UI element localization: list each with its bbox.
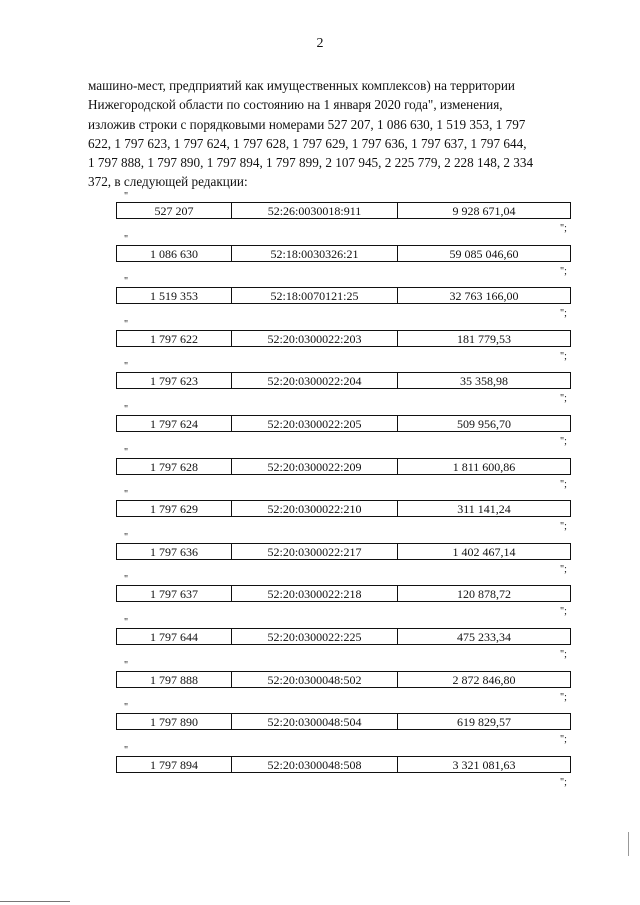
open-quote-mark: " xyxy=(124,489,129,501)
row-number-cell: 1 797 623 xyxy=(117,373,232,388)
row-number-cell: 1 797 622 xyxy=(117,331,232,346)
amendment-entry xyxy=(0,489,640,544)
close-quote-mark: "; xyxy=(560,563,567,575)
intro-line: Нижегородской области по состоянию на 1 января 2020 года", изменения, xyxy=(88,97,503,113)
row-number-cell: 1 797 637 xyxy=(117,586,232,601)
amendment-entry xyxy=(0,702,640,757)
open-quote-mark: " xyxy=(124,574,129,586)
cadastral-number-cell: 52:26:0030018:911 xyxy=(232,203,398,218)
table-row xyxy=(116,756,571,773)
open-quote-mark: " xyxy=(124,702,129,714)
cadastral-value-cell: 3 321 081,63 xyxy=(452,757,516,772)
amendment-entry xyxy=(0,361,640,416)
table-row xyxy=(116,202,571,219)
cadastral-number-cell: 52:20:0300048:502 xyxy=(232,672,398,687)
amendment-entry xyxy=(0,531,640,587)
close-quote-mark: "; xyxy=(560,350,567,362)
close-quote-mark: "; xyxy=(560,436,567,447)
row-number-cell: 1 519 353 xyxy=(117,288,232,303)
cadastral-value-cell: 181 779,53 xyxy=(457,331,511,346)
table-row xyxy=(116,585,571,602)
table-row xyxy=(116,713,571,730)
table-row xyxy=(116,245,571,262)
page-number: 2 xyxy=(316,36,324,51)
cadastral-number-cell: 52:20:0300022:203 xyxy=(232,331,398,346)
amendment-entry xyxy=(0,191,640,246)
cadastral-number-cell: 52:20:0300022:209 xyxy=(232,459,398,474)
intro-line: 622, 1 797 623, 1 797 624, 1 797 628, 1 797 629, 1 797 636, 1 797 637, 1 797 644, xyxy=(88,135,527,151)
close-quote-mark: "; xyxy=(560,265,567,277)
cadastral-number-cell: 52:20:0300048:504 xyxy=(232,714,398,729)
table-row xyxy=(116,415,571,432)
table-row xyxy=(116,458,571,475)
cadastral-number-cell: 52:20:0300022:204 xyxy=(232,373,398,388)
row-number-cell: 1 797 890 xyxy=(117,714,232,729)
table-row xyxy=(116,628,571,645)
amendment-entry xyxy=(0,404,640,459)
table-row xyxy=(116,330,571,347)
row-number-cell: 1 797 624 xyxy=(117,416,232,431)
amendment-entry xyxy=(0,744,640,800)
cadastral-value-cell: 120 878,72 xyxy=(457,587,511,602)
cadastral-value-cell: 475 233,34 xyxy=(457,630,511,644)
amendment-entry xyxy=(0,617,640,672)
open-quote-mark: " xyxy=(124,744,129,756)
cadastral-number-cell: 52:20:0300022:225 xyxy=(232,629,398,644)
cadastral-value-cell: 1 402 467,14 xyxy=(452,544,516,559)
row-number-cell: 1 797 629 xyxy=(117,501,232,516)
close-quote-mark: "; xyxy=(560,521,567,533)
open-quote-mark: " xyxy=(124,318,129,330)
cadastral-value-cell: 619 829,57 xyxy=(457,715,511,730)
cadastral-value-cell: 311 141,24 xyxy=(457,502,511,517)
open-quote-mark: " xyxy=(124,276,129,288)
open-quote-mark: " xyxy=(124,361,129,373)
close-quote-mark: "; xyxy=(560,734,567,746)
cadastral-value-cell: 35 358,98 xyxy=(460,374,508,389)
close-quote-mark: "; xyxy=(560,478,567,490)
row-number-cell: 1 797 894 xyxy=(117,757,232,772)
cadastral-number-cell: 52:20:0300022:218 xyxy=(232,586,398,601)
cadastral-number-cell: 52:20:0300022:210 xyxy=(232,501,398,516)
amendment-entry xyxy=(0,233,640,289)
cadastral-number-cell: 52:20:0300022:217 xyxy=(232,544,398,559)
cadastral-value-cell: 2 872 846,80 xyxy=(452,672,516,687)
table-row xyxy=(116,372,571,389)
row-number-cell: 1 797 636 xyxy=(117,544,232,559)
intro-line: машино-мест, предприятий как имущественных комплексов) на территории xyxy=(88,78,515,93)
cadastral-value-cell: 9 928 671,04 xyxy=(452,204,516,218)
open-quote-mark: " xyxy=(124,404,129,415)
close-quote-mark: "; xyxy=(560,223,567,234)
intro-line: 372, в следующей редакции: xyxy=(88,174,248,190)
amendment-entry xyxy=(0,659,640,715)
cadastral-number-cell: 52:18:0070121:25 xyxy=(232,288,398,303)
row-number-cell: 1 086 630 xyxy=(117,246,232,261)
close-quote-mark: "; xyxy=(560,691,567,703)
table-row xyxy=(116,543,571,560)
intro-line: 1 797 888, 1 797 890, 1 797 894, 1 797 899, 2 107 945, 2 225 779, 2 228 148, 2 334 xyxy=(88,155,534,171)
amendment-entry xyxy=(0,446,640,502)
intro-line: изложив строки с порядковыми номерами 527 207, 1 086 630, 1 519 353, 1 797 xyxy=(88,116,526,132)
intro-paragraph xyxy=(88,76,570,192)
close-quote-mark: "; xyxy=(560,606,567,618)
cadastral-number-cell: 52:20:0300022:205 xyxy=(232,416,398,431)
close-quote-mark: "; xyxy=(560,393,567,405)
amendment-entry xyxy=(0,276,640,331)
amendment-entry xyxy=(0,574,640,629)
cadastral-value-cell: 32 763 166,00 xyxy=(449,289,519,304)
table-row xyxy=(116,671,571,688)
open-quote-mark: " xyxy=(124,659,129,671)
page-edge-line xyxy=(0,901,70,902)
row-number-cell: 1 797 628 xyxy=(117,459,232,474)
close-quote-mark: "; xyxy=(560,649,567,660)
amendment-entry xyxy=(0,318,640,374)
open-quote-mark: " xyxy=(124,446,129,458)
cadastral-value-cell: 1 811 600,86 xyxy=(452,459,516,474)
open-quote-mark: " xyxy=(124,531,129,543)
table-row xyxy=(116,500,571,517)
open-quote-mark: " xyxy=(124,617,129,628)
cadastral-number-cell: 52:18:0030326:21 xyxy=(232,246,398,261)
table-row xyxy=(116,287,571,304)
open-quote-mark: " xyxy=(124,191,129,202)
row-number-cell: 527 207 xyxy=(117,203,232,218)
row-number-cell: 1 797 888 xyxy=(117,672,232,687)
margin-mark xyxy=(628,840,629,856)
cadastral-number-cell: 52:20:0300048:508 xyxy=(232,757,398,772)
cadastral-value-cell: 59 085 046,60 xyxy=(449,246,519,261)
cadastral-value-cell: 509 956,70 xyxy=(457,417,511,431)
close-quote-mark: "; xyxy=(560,776,567,788)
open-quote-mark: " xyxy=(124,233,129,245)
close-quote-mark: "; xyxy=(560,308,567,320)
row-number-cell: 1 797 644 xyxy=(117,629,232,644)
